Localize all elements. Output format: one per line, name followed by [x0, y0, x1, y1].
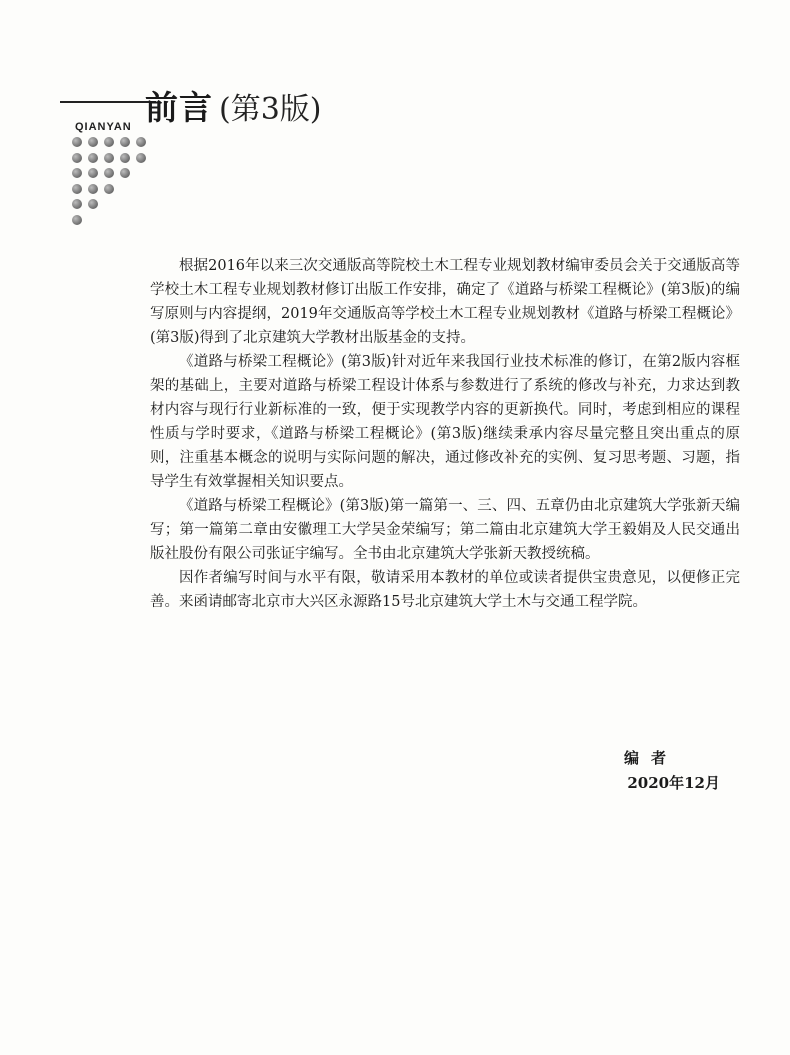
dot-icon: [88, 199, 98, 209]
signature-date: 2020年12月: [627, 774, 720, 792]
dot-icon: [88, 184, 98, 194]
signature-block: [560, 746, 720, 796]
dot-icon: [72, 168, 82, 178]
dot-icon: [72, 184, 82, 194]
title-edition: (第3版): [219, 92, 322, 127]
dot-icon: [72, 153, 82, 163]
dot-icon: [136, 153, 146, 163]
header-rule: [60, 101, 156, 103]
decorative-dots: [72, 137, 152, 230]
dot-icon: [104, 153, 114, 163]
signature-author: 编者: [623, 749, 678, 767]
dot-icon: [120, 137, 130, 147]
dot-icon: [88, 168, 98, 178]
dot-icon: [72, 137, 82, 147]
dot-icon: [72, 215, 82, 225]
dot-icon: [136, 137, 146, 147]
paragraph-2: 《道路与桥梁工程概论》(第3版)针对近年来我国行业技术标准的修订，在第2版内容框架的基础上，主要对道路与桥梁工程设计体系与参数进行了系统的修改与补充，力求达到教材内容与现行行业新标准的一致，便于实现教学内容的更新换代。同时，考虑到相应的课程性质与学时要求，《道路与桥梁工程概论》(第3版)继续秉承内容尽量完整且突出重点的原则，注重基本概念的说明与实际问题的解决，通过修改补充的实例、复习思考题、习题，指导学生有效掌握相关知识要点。: [150, 354, 740, 490]
dot-icon: [104, 137, 114, 147]
paragraph-1: 根据2016年以来三次交通版高等院校土木工程专业规划教材编审委员会关于交通版高等学校土木工程专业规划教材修订出版工作安排，确定了《道路与桥梁工程概论》(第3版)的编写原则与内容提纲，2019年交通版高等学校土木工程专业规划教材《道路与桥梁工程概论》(第3版)得到了北京建筑大学教材出版基金的支持。: [150, 258, 740, 346]
dot-icon: [120, 168, 130, 178]
title-pinyin: QIANYAN: [75, 121, 132, 133]
dot-icon: [120, 153, 130, 163]
page-title: [145, 82, 322, 126]
dot-icon: [104, 168, 114, 178]
title-main: 前言: [145, 88, 213, 127]
dot-icon: [104, 184, 114, 194]
paragraph-4: 因作者编写时间与水平有限，敬请采用本教材的单位或读者提供宝贵意见，以便修正完善。来函请邮寄北京市大兴区永源路15号北京建筑大学土木与交通工程学院。: [150, 570, 740, 610]
dot-icon: [72, 199, 82, 209]
dot-icon: [88, 153, 98, 163]
paragraph-3: 《道路与桥梁工程概论》(第3版)第一篇第一、三、四、五章仍由北京建筑大学张新天编写；第一篇第二章由安徽理工大学吴金荣编写；第二篇由北京建筑大学王毅娟及人民交通出版社股份有限公司张证宇编写。全书由北京建筑大学张新天教授统稿。: [150, 498, 740, 562]
preface-body: [150, 254, 740, 614]
dot-icon: [88, 137, 98, 147]
